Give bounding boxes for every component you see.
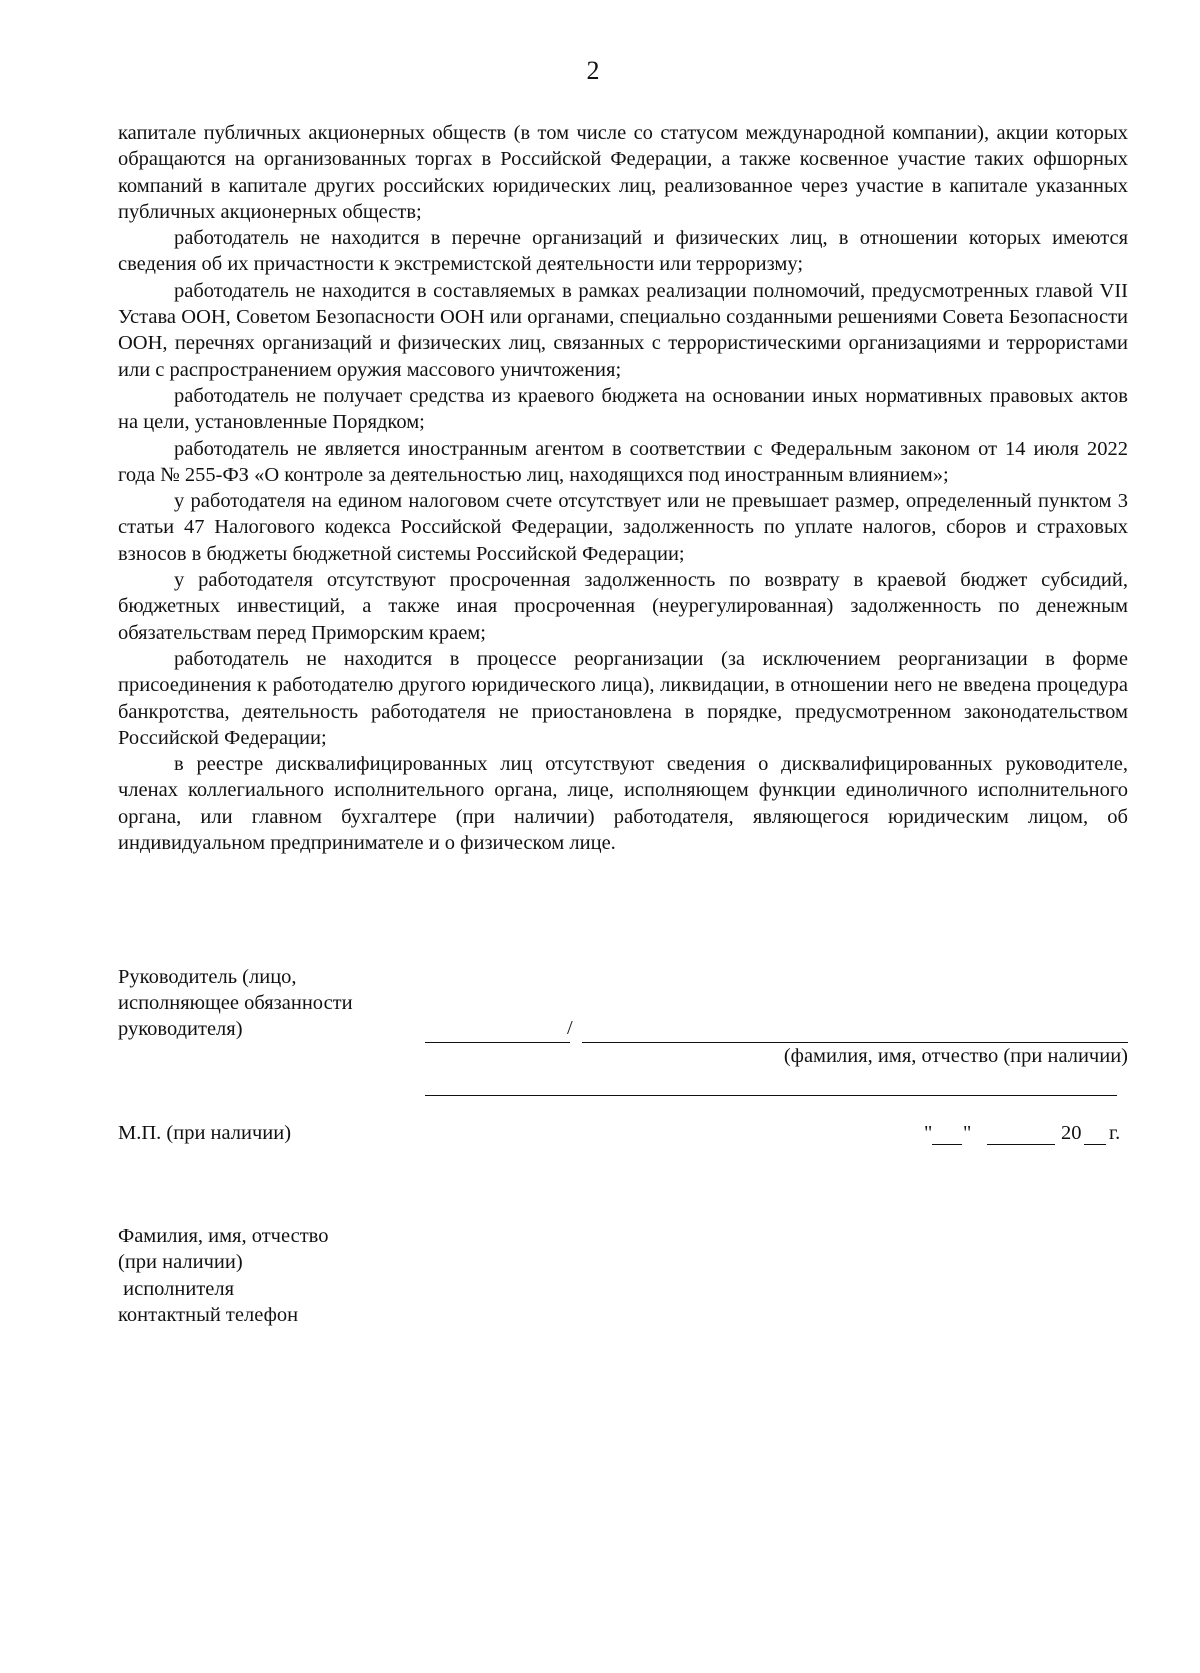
executor-line-4: контактный телефон	[118, 1304, 299, 1326]
executor-line-1: Фамилия, имя, отчество	[118, 1225, 329, 1247]
signature-slash: /	[567, 1017, 573, 1039]
signatory-role-line-2: исполняющее обязанности	[118, 992, 353, 1014]
paragraph-overdue-debt: у работодателя отсутствуют просроченная задолженность по возврату в краевой бюджет субсидий, бюджетных инвестиций, а также иная просроченная (неурегулированная) задолженность по денежным обязательствам перед Приморским краем;	[118, 569, 1128, 644]
paragraph-foreign-agent: работодатель не является иностранным агентом в соответствии с Федеральным законом от 14 июля 2022 года № 255-ФЗ «О контроле за деятельностью лиц, находящихся под иностранным влиянием»;	[118, 437, 1128, 486]
paragraph-extremism-list: работодатель не находится в перечне организаций и физических лиц, в отношении которых имеются сведения об их причастности к экстремистской деятельности или терроризму;	[118, 227, 1128, 276]
date-year-prefix: 20	[1061, 1122, 1082, 1144]
stamp-label: М.П. (при наличии)	[118, 1122, 292, 1144]
paragraph-tax-debt: у работодателя на едином налоговом счете отсутствует или не превышает размер, определенный пунктом 3 статьи 47 Налогового кодекса Российской Федерации, задолженность по уплате налогов, сборов и страховых взносов в бюджеты бюджетной системы Российской Федерации;	[118, 490, 1128, 565]
extra-signature-line[interactable]	[425, 1095, 1117, 1096]
executor-line-3: исполнителя	[118, 1278, 235, 1300]
date-year-line[interactable]	[1084, 1144, 1106, 1145]
paragraph-no-other-funds: работодатель не получает средства из краевого бюджета на основании иных нормативных правовых актов на цели, установленные Порядком;	[118, 384, 1128, 434]
signature-field-line[interactable]	[425, 1042, 570, 1043]
signatory-role-line-1: Руководитель (лицо,	[118, 966, 297, 988]
paragraph-offshore-participation: капитале публичных акционерных обществ (в том числе со статусом международной компании), акции которых обращаются на организованных торгах в Российской Федерации, а также косвенное участие таких офшорных компаний в капитале других российских юридических лиц, реализованное через участие в капитале указанных публичных акционерных обществ;	[118, 122, 1128, 223]
paragraph-un-lists: работодатель не находится в составляемых в рамках реализации полномочий, предусмотренных главой VII Устава ООН, Советом Безопасности ООН или органами, специально созданными решениями Совета Безопасности ООН, перечнях организаций и физических лиц, связанных с террористическими организациями и террористами или с распространением оружия массового уничтожения;	[118, 279, 1128, 381]
paragraph-reorganization: работодатель не находится в процессе реорганизации (за исключением реорганизации в форме присоединения к работодателю другого юридического лица), ликвидации, в отношении него не введена процедура банкротства, деятельность работодателя не приостановлена в порядке, предусмотренном законодательством Российской Федерации;	[118, 647, 1128, 749]
date-year-suffix: г.	[1109, 1122, 1121, 1144]
page-number: 2	[586, 56, 600, 85]
date-quote-close: "	[963, 1122, 972, 1144]
name-caption: (фамилия, имя, отчество (при наличии)	[783, 1045, 1128, 1067]
date-day-line[interactable]	[932, 1144, 962, 1145]
executor-line-2: (при наличии)	[118, 1251, 243, 1273]
paragraph-disqualified-persons: в реестре дисквалифицированных лиц отсутствуют сведения о дисквалифицированных руководителе, членах коллегиального исполнительного органа, лице, исполняющем функции единоличного исполнительного органа, или главном бухгалтере (при наличии) работодателя, являющегося юридическим лицом, об индивидуальном предпринимателе и о физическом лице.	[118, 753, 1128, 855]
date-quote-open: "	[924, 1122, 933, 1144]
date-month-line[interactable]	[987, 1144, 1055, 1145]
signatory-role-line-3: руководителя)	[118, 1018, 243, 1040]
document-body	[118, 120, 1128, 856]
